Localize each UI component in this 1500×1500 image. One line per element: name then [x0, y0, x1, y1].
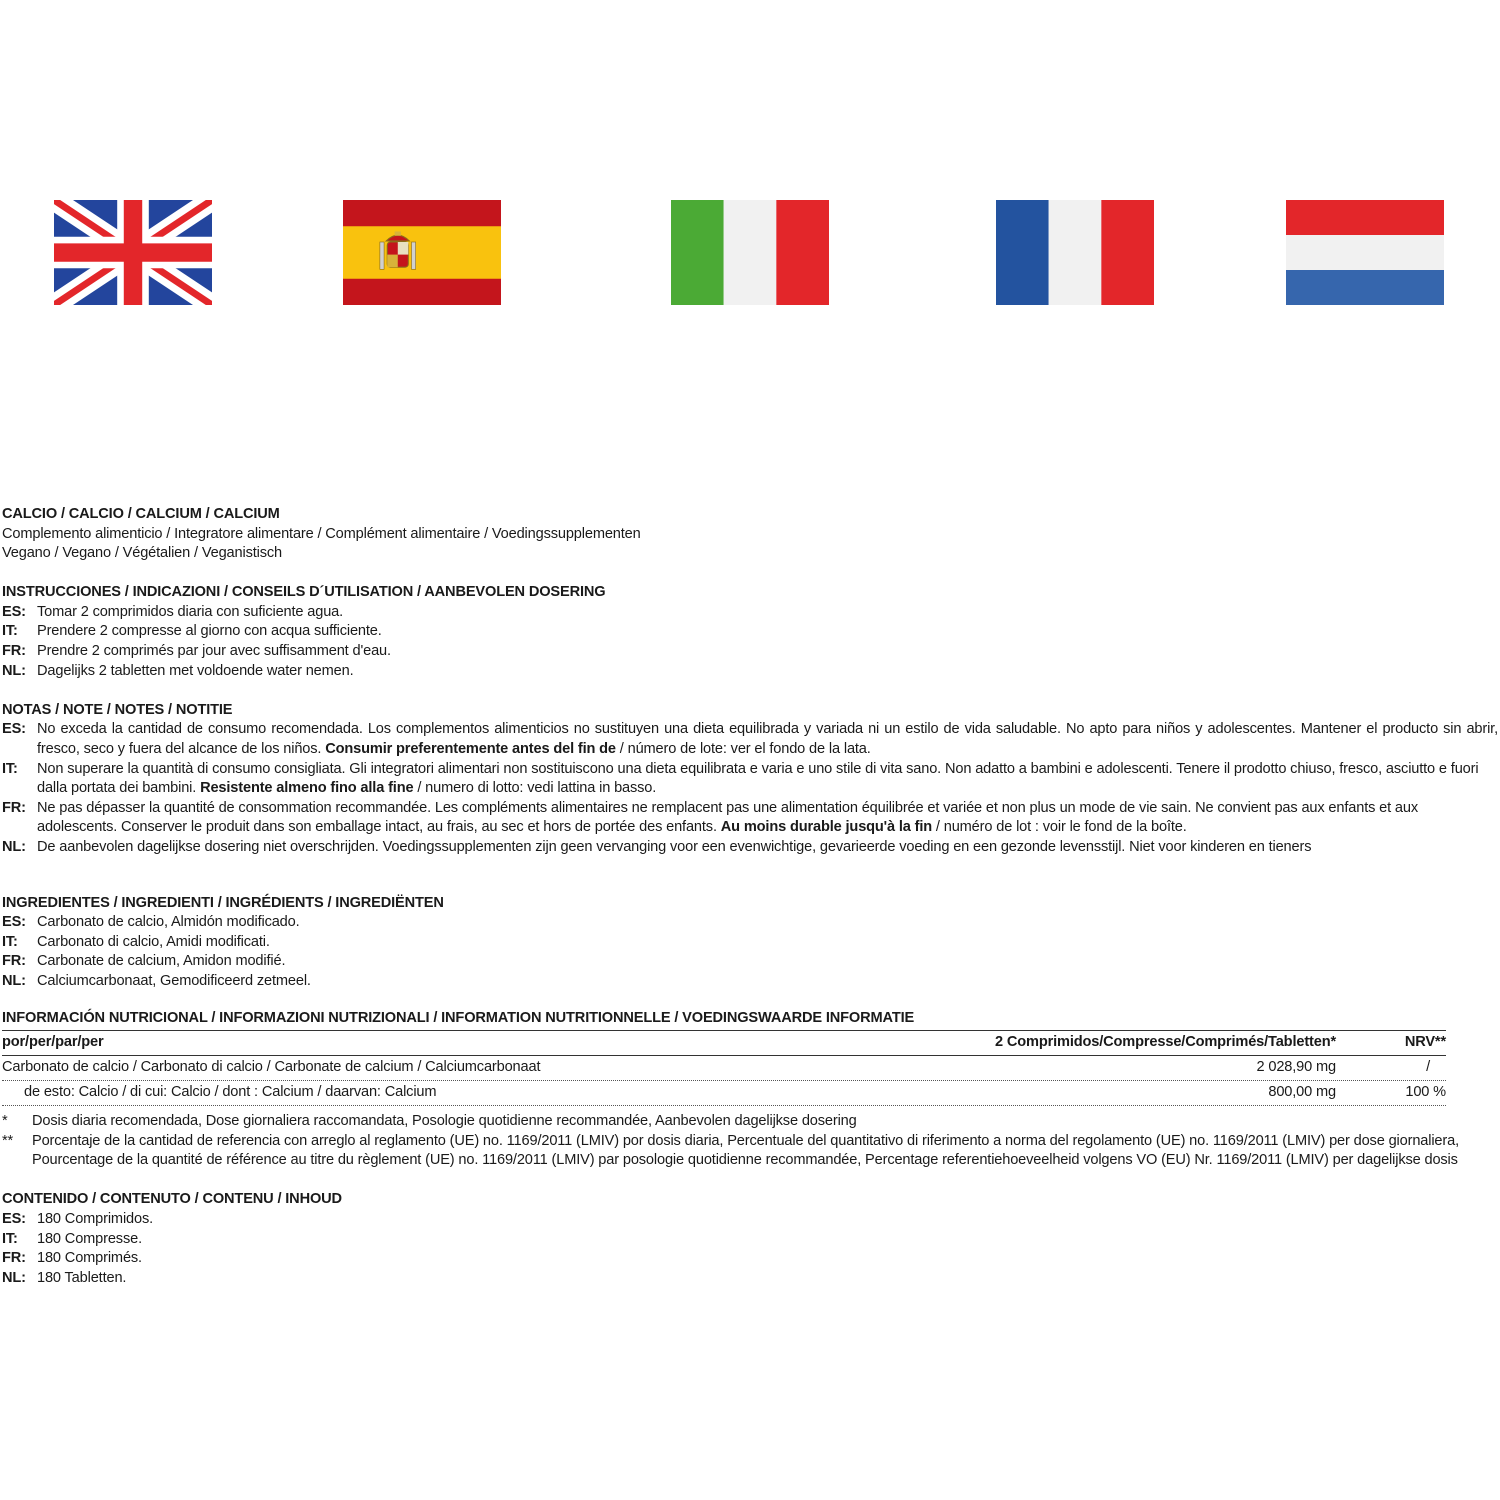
instruction-row: NL: Dagelijks 2 tabletten met voldoende water nemen. — [2, 662, 354, 679]
uk-flag-icon — [54, 200, 212, 305]
product-diet: Vegano / Vegano / Végétalien / Veganistisch — [2, 545, 282, 562]
spain-flag-icon — [343, 200, 501, 305]
contents-row: IT: 180 Compresse. — [2, 1230, 142, 1247]
nutrition-table-row: Carbonato de calcio / Carbonato di calcio / Carbonate de calcium / Calciumcarbonaat 2 028,90 mg / — [2, 1056, 1446, 1081]
footnote: * Dosis diaria recomendada, Dose giornaliera raccomandata, Posologie quotidienne recommandée, Aanbevolen dagelijkse dosering — [2, 1113, 857, 1130]
ingredients-heading: INGREDIENTES / INGREDIENTI / INGRÉDIENTS / INGREDIËNTEN — [2, 894, 444, 911]
contents-heading: CONTENIDO / CONTENUTO / CONTENU / INHOUD — [2, 1191, 342, 1208]
nutrition-table-row: de esto: Calcio / di cui: Calcio / dont : Calcium / daarvan: Calcium 800,00 mg 100 % — [2, 1081, 1446, 1106]
ingredient-row: FR: Carbonate de calcium, Amidon modifié. — [2, 953, 286, 970]
italy-flag-icon — [671, 200, 829, 305]
netherlands-flag-icon — [1286, 200, 1444, 305]
nutrition-heading: INFORMACIÓN NUTRICIONAL / INFORMAZIONI NUTRIZIONALI / INFORMATION NUTRITIONNELLE / VOEDINGSWAARDE INFORMATIE — [2, 1010, 915, 1027]
contents-section — [2, 1190, 1498, 1288]
ingredients-section — [2, 894, 1498, 992]
contents-row: ES: 180 Comprimidos. — [2, 1210, 154, 1227]
nutrition-table-header: por/per/par/per 2 Comprimidos/Compresse/Comprimés/Tabletten* NRV** — [2, 1031, 1446, 1056]
product-section — [2, 505, 1498, 564]
france-flag-icon — [996, 200, 1154, 305]
instructions-heading: INSTRUCCIONES / INDICAZIONI / CONSEILS D´UTILISATION / AANBEVOLEN DOSERING — [2, 584, 606, 601]
note-row: IT: Non superare la quantità di consumo consigliata. Gli integratori alimentari non sostituiscono una dieta equilibrata e varia e uno stile di vita sano. Non adatto a bambini e adolescenti. Tenere il prodotto chiuso, fresco, asciutto e fuori dalla portata dei bambini. Resistente almeno fino alla fine / numero di lotto: vedi lattina in basso. — [2, 760, 1479, 797]
instructions-section — [2, 583, 1498, 681]
ingredient-row: ES: Carbonato de calcio, Almidón modificado. — [2, 914, 300, 931]
notes-section — [2, 701, 1498, 858]
contents-row: FR: 180 Comprimés. — [2, 1250, 142, 1267]
flags-row — [0, 0, 1500, 320]
note-row: NL: De aanbevolen dagelijkse dosering niet overschrijden. Voedingssupplementen zijn geen vervanging voor een evenwichtige, gevarieerde voeding en een gezonde levensstijl. Niet voor kinderen en tieners — [2, 838, 1312, 855]
nutrition-section — [2, 1009, 1498, 1170]
footnote: ** Porcentaje de la cantidad de referencia con arreglo al reglamento (UE) no. 1169/2011 (LMIV) por dosis diaria, Percentuale del quantitativo di riferimento a norma del regolamento (UE) no. 1169/2011 (LMIV) per dose giornaliera, Pourcentage de la quantité de référence au titre du règlement (UE) no. 1169/2011 (LMIV) par posologie quotidienne recommandée, Percentage referentiehoeveelheid volgens VO (EU) Nr. 1169/2011 (LMIV) per dagelijkse dosis — [2, 1132, 1459, 1169]
note-row: FR: Ne pas dépasser la quantité de consommation recommandée. Les compléments alimentaires ne remplacent pas une alimentation équilibrée et variée et non plus un mode de vie sain. Ne convient pas aux enfants et aux adolescents. Conserver le produit dans son emballage intact, au frais, au sec et hors de portée des enfants. Au moins durable jusqu'à la fin / numéro de lot : voir le fond de la boîte. — [2, 799, 1419, 836]
instruction-row: IT: Prendere 2 compresse al giorno con acqua sufficiente. — [2, 623, 382, 640]
note-row: ES: No exceda la cantidad de consumo recomendada. Los complementos alimenticios no sustituyen una dieta equilibrada y variada ni un estilo de vida saludable. No apto para niños y adolescentes. Mantener el producto sin abrir, fresco, seco y fuera del alcance de los niños. Consumir preferentemente antes del fin de / número de lote: ver el fondo de la lata. — [2, 721, 1498, 757]
product-title: CALCIO / CALCIO / CALCIUM / CALCIUM — [2, 506, 280, 522]
ingredient-row: NL: Calciumcarbonaat, Gemodificeerd zetmeel. — [2, 972, 311, 989]
instruction-row: ES: Tomar 2 comprimidos diaria con suficiente agua. — [2, 603, 344, 620]
product-subtitle: Complemento alimenticio / Integratore alimentare / Complément alimentaire / Voedingssupplementen — [2, 525, 641, 542]
ingredient-row: IT: Carbonato di calcio, Amidi modificati. — [2, 933, 270, 950]
label-text — [2, 505, 1498, 1288]
notes-heading: NOTAS / NOTE / NOTES / NOTITIE — [2, 701, 233, 718]
instruction-row: FR: Prendre 2 comprimés par jour avec suffisamment d'eau. — [2, 643, 391, 660]
contents-row: NL: 180 Tabletten. — [2, 1269, 127, 1286]
nutrition-table — [2, 1030, 1446, 1106]
